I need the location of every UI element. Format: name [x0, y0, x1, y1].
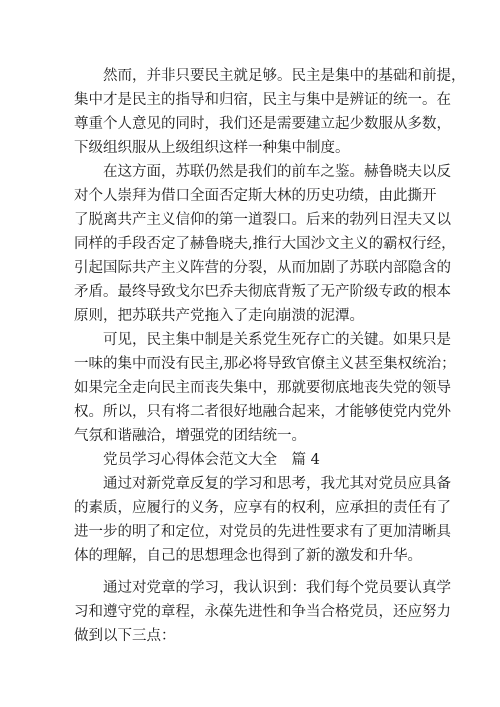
- paragraph-line: 体的理解，自己的思想理念也得到了新的激发和升华。: [74, 548, 422, 564]
- paragraph-line: 进一步的明了和定位，对党员的先进性要求有了更加清晰具: [74, 524, 451, 540]
- paragraph-line: 对个人崇拜为借口全面否定斯大林的历史功绩，由此撕开: [74, 188, 437, 204]
- paragraph-line: 的素质，应履行的义务，应享有的权利，应承担的责任有了: [74, 500, 451, 516]
- paragraph-line: 原则，把苏联共产党拖入了走向崩溃的泥潭。: [74, 308, 364, 324]
- paragraph-line: 气氛和谐融洽，增强党的团结统一。: [74, 428, 306, 444]
- paragraph-line: 在这方面，苏联仍然是我们的前车之鉴。赫鲁晓夫以反: [103, 164, 451, 180]
- paragraph-line: 下级组织服从上级组织这样一种集中制度。: [74, 140, 350, 156]
- paragraph-line: 集中才是民主的指导和归宿，民主与集中是辨证的统一。在: [74, 92, 451, 108]
- paragraph-line: 尊重个人意见的同时，我们还是需要建立起少数服从多数，: [74, 116, 451, 132]
- paragraph-line: 可见，民主集中制是关系党生死存亡的关键。如果只是: [103, 332, 451, 348]
- paragraph-line: 权。所以，只有将二者很好地融合起来，才能够使党内党外: [74, 404, 451, 420]
- section-heading: 党员学习心得体会范文大全 篇 4: [103, 452, 320, 468]
- paragraph-line: 一味的集中而没有民主,那必将导致官僚主义甚至集权统治；: [74, 356, 456, 372]
- paragraph-line: 然而，并非只要民主就足够。民主是集中的基础和前提，: [103, 68, 466, 84]
- paragraph-line: 引起国际共产主义阵营的分裂，从而加剧了苏联内部隐含的: [74, 260, 451, 276]
- paragraph-line: 如果完全走向民主而丧失集中，那就要彻底地丧失党的领导: [74, 380, 451, 396]
- paragraph-line: 通过对新党章反复的学习和思考，我尤其对党员应具备: [103, 476, 451, 492]
- paragraph-line: 同样的手段否定了赫鲁晓夫,推行大国沙文主义的霸权行经，: [74, 236, 456, 252]
- paragraph-line: 做到以下三点：: [74, 628, 176, 644]
- paragraph-line: 了脱离共产主义信仰的第一道裂口。后来的勃列日涅夫又以: [74, 212, 451, 228]
- paragraph-line: 矛盾。最终导致戈尔巴乔夫彻底背叛了无产阶级专政的根本: [74, 284, 451, 300]
- paragraph-line: 习和遵守党的章程，永葆先进性和争当合格党员，还应努力: [74, 604, 451, 620]
- paragraph-line: 通过对党章的学习，我认识到：我们每个党员要认真学: [103, 580, 451, 596]
